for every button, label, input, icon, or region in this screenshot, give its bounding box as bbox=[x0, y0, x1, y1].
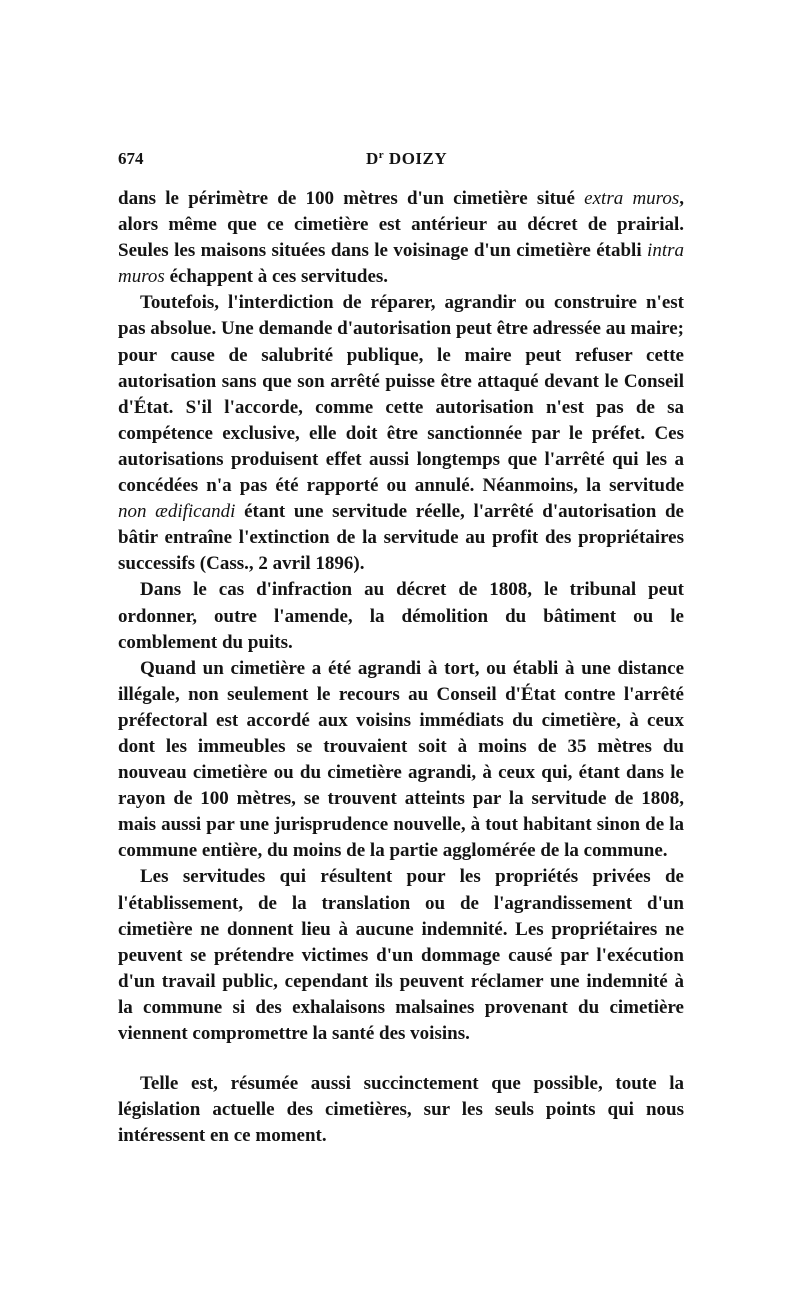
paragraph-1-text-c: échappent à ces servitudes. bbox=[164, 266, 389, 288]
author-name: DOIZY bbox=[388, 149, 448, 168]
paragraph-1-italic-b: intra muros bbox=[118, 240, 684, 288]
paragraph-1-text-b: , alors même que ce cimetière est antérieur au décret de prairial. Seules les maisons situées dans le voisinage d'un cimetière établi bbox=[118, 188, 684, 262]
paragraph-1-italic-a: extra muros bbox=[584, 188, 680, 209]
body-text bbox=[118, 186, 684, 1149]
paragraph-6: Telle est, résumée aussi succinctement que possible, toute la législation actuelle des cimetières, sur les seuls points qui nous intéressent en ce moment. bbox=[118, 1073, 684, 1147]
paragraph-2-italic-a: non ædificandi bbox=[118, 501, 236, 523]
paragraph-2-text-b: étant une servitude réelle, l'arrêté d'autorisation de bâtir entraîne l'extinction de la servitude au profit des propriétaires successifs (Cass., 2 avril 1896). bbox=[118, 501, 684, 575]
page-number: 674 bbox=[118, 149, 144, 168]
paragraph-1-text-a: dans le périmètre de 100 mètres d'un cimetière situé bbox=[118, 188, 585, 209]
paragraph-2 bbox=[118, 290, 684, 577]
running-head bbox=[118, 149, 684, 175]
author-prefix: D bbox=[366, 149, 379, 168]
paragraph-5: Les servitudes qui résultent pour les propriétés privées de l'établissement, de la translation ou de l'agrandissement d'un cimetière ne donnent lieu à aucune indemnité. Les propriétaires ne peuvent se prétendre victimes d'un dommage causé par l'exécution d'un travail public, cependant ils peuvent réclamer une indemnité à la commune si des exhalaisons malsaines provenant du cimetière viennent compromettre la santé des voisins. bbox=[118, 866, 684, 1044]
paragraph-4: Quand un cimetière a été agrandi à tort, ou établi à une distance illégale, non seulement le recours au Conseil d'État contre l'arrêté préfectoral est accordé aux voisins immédiats du cimetière, à ceux dont les immeubles se trouvaient soit à moins de 35 mètres du nouveau cimetière ou du cimetière agrandi, à ceux qui, étant dans le rayon de 100 mètres, se trouvent atteints par la servitude de 1808, mais aussi par une jurisprudence nouvelle, à tout habitant sinon de la commune entière, du moins de la partie agglomérée de la commune. bbox=[118, 657, 684, 862]
paragraph-3: Dans le cas d'infraction au décret de 1808, le tribunal peut ordonner, outre l'amende, la démolition du bâtiment ou le comblement du puits. bbox=[118, 579, 684, 653]
running-title bbox=[366, 149, 447, 169]
author-suffix: r bbox=[378, 149, 385, 161]
paragraph-2-text-a: Toutefois, l'interdiction de réparer, agrandir ou construire n'est pas absolue. Une demande d'autorisation peut être adressée au maire; pour cause de salubrité publique, le maire peut refuser cette autorisation sans que son arrêté puisse être attaqué devant le Conseil d'État. S'il l'accorde, comme cette autorisation n'est pas de sa compétence exclusive, elle doit être sanctionnée par le préfet. Ces autorisations produisent effet aussi longtemps que l'arrêté qui les a concédées n'a pas été rapporté ou annulé. Néanmoins, la servitude bbox=[118, 292, 684, 497]
paragraph-1 bbox=[118, 186, 684, 290]
